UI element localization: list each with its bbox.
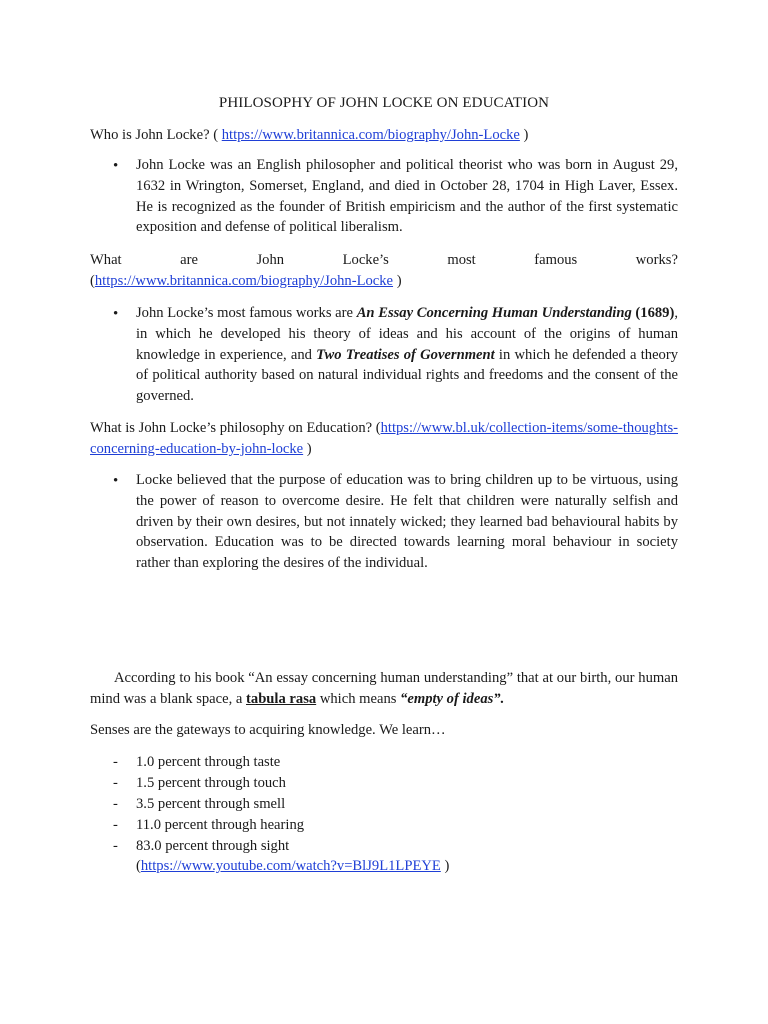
list-dash: - [113,838,118,854]
paragraph-famous-works [136,303,678,407]
list-dash: - [113,775,118,791]
document-title: PHILOSOPHY OF JOHN LOCKE ON EDUCATION [218,95,550,111]
question-text: What is John Locke’s philosophy on Education? ( [90,420,381,436]
question-philosophy [90,418,678,460]
paragraph-senses: Senses are the gateways to acquiring knowledge. We learn… [90,722,446,738]
word: are [180,252,198,268]
question-who-is-locke [90,125,678,146]
list-item: 3.5 percent through smell [136,796,286,812]
list-dash: - [113,796,118,812]
question-close: ) [519,127,529,143]
question-source-line [90,271,678,292]
list-dash: - [113,817,118,833]
word: Locke’s [342,252,389,268]
word: What [90,252,122,268]
word: most [447,252,476,268]
paragraph-tabula-rasa [90,668,678,710]
bl-link[interactable]: https://www.bl.uk/collection-items/some-thoughts-concerning-education-by-john-locke [90,420,678,457]
paragraph-biography: John Locke was an English philosopher and political theorist who was born in August 29, 1632 in Wrington, Somerset, England, and died in October 28, 1704 in High Laver, Essex. He is recognized as the founder of British empiricism and the author of the first systematic exposition and defense of political liberalism. [136,157,678,236]
text-run: According to his book “An essay concerning human understanding” that at our birth, our human mind was a blank space, a [90,670,678,707]
term-tabula-rasa: tabula rasa [246,690,317,707]
word: famous [534,252,578,268]
text-run: which means [316,690,401,707]
list-item: 1.5 percent through touch [136,775,286,791]
work-year: (1689) [631,305,675,321]
list-dash: - [113,754,118,770]
work-title-essay: An Essay Concerning Human Understanding [356,305,632,321]
term-meaning: “empty of ideas”. [400,690,505,707]
paren-open: ( [90,272,95,289]
text-run: John Locke’s most famous works are [136,305,357,321]
list-item: 1.0 percent through taste [136,754,281,770]
youtube-link[interactable]: https://www.youtube.com/watch?v=BlJ9L1LPEYE [140,858,441,874]
britannica-link-2[interactable]: https://www.britannica.com/biography/John-Locke [94,272,394,289]
bullet-icon: • [113,158,119,174]
work-title-treatises: Two Treatises of Government [316,346,495,363]
word: works? [635,252,678,268]
question-famous-works [90,250,678,292]
question-close: ) [303,440,312,457]
paragraph-education-philosophy: Locke believed that the purpose of education was to bring children up to be virtuous, using the power of reason to overcome desire. He felt that children were naturally selfish and driven by their own desires, but not innately wicked; they learned bad behavioural habits by observation. Education was to be directed towards learning moral behaviour in society rather than exploring the desires of the individual. [136,472,678,572]
paren-close: ) [440,858,450,874]
britannica-link[interactable]: https://www.britannica.com/biography/John-Locke [221,127,520,143]
text-run: , in which he developed his theory of ideas and his account of the origins of human knowledge in experience, and [136,305,678,363]
list-item: 83.0 percent through sight [136,838,290,854]
question-line [90,250,678,271]
question-text: Who is John Locke? ( [90,127,222,143]
bullet-icon: • [113,306,119,322]
text-run: in which he defended a theory of political authority based on natural individual rights and freedoms and the consent of the governed. [136,346,678,405]
word: John [256,252,285,268]
list-item: 11.0 percent through hearing [136,817,305,833]
paren-open: ( [136,858,141,874]
paren-close: ) [393,272,402,289]
bullet-icon: • [113,473,119,489]
sense-source [136,856,449,877]
